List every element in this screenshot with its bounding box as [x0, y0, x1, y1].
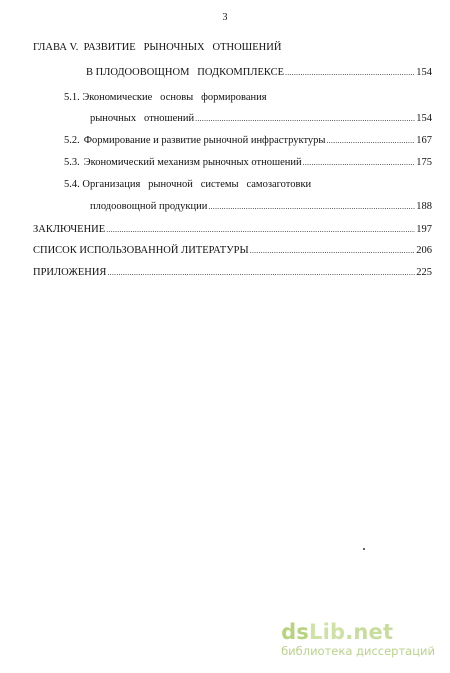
toc-section-number: 5.3. — [64, 157, 80, 168]
toc-section-number: 5.2. — [64, 135, 80, 146]
toc-page-number: 197 — [416, 224, 432, 235]
toc-section-number: 5.4. — [64, 179, 80, 190]
toc-page-number: 154 — [416, 67, 432, 78]
watermark-logo-net: .net — [345, 620, 394, 644]
watermark-logo-ds: ds — [281, 620, 310, 644]
dot-leader — [106, 223, 415, 236]
watermark — [281, 621, 435, 658]
dot-leader — [285, 66, 415, 79]
watermark-logo — [281, 621, 435, 643]
toc-section-number: 5.1. — [64, 92, 80, 103]
toc-entry-5-2[interactable] — [64, 134, 432, 147]
toc-page-number: 225 — [416, 267, 432, 278]
toc-entry-5-4[interactable] — [90, 200, 432, 213]
dot-leader — [326, 134, 415, 147]
stray-mark — [363, 548, 365, 550]
toc-section-title: Экономический механизм рыночных отношений — [83, 157, 302, 168]
toc-chapter5-title-line2: В ПЛОДООВОЩНОМ ПОДКОМПЛЕКСЕ — [86, 67, 285, 78]
watermark-subtitle: библиотека диссертаций — [281, 644, 435, 658]
toc-conclusion-title: ЗАКЛЮЧЕНИЕ — [33, 224, 106, 235]
toc-entry-appendices[interactable] — [33, 266, 432, 279]
dot-leader — [303, 156, 416, 169]
toc-references-title: СПИСОК ИСПОЛЬЗОВАННОЙ ЛИТЕРАТУРЫ — [33, 245, 249, 256]
dot-leader — [250, 244, 416, 257]
dot-leader — [107, 266, 415, 279]
toc-s5-4-title-line1 — [64, 178, 311, 191]
toc-section-title: Экономические основы формирования — [82, 92, 267, 103]
toc-entry-conclusion[interactable] — [33, 223, 432, 236]
toc-page-number: 175 — [416, 157, 432, 168]
toc-s5-1-title-line1 — [64, 91, 267, 104]
watermark-logo-lib: Lib — [309, 620, 346, 644]
toc-entry-references[interactable] — [33, 244, 432, 257]
toc-entry-5-3[interactable] — [64, 156, 432, 169]
dot-leader — [208, 200, 415, 213]
toc-entry-chapter5[interactable] — [86, 66, 432, 79]
toc-page-number: 154 — [416, 113, 432, 124]
toc-s5-4-title-line2: плодоовощной продукции — [90, 201, 208, 212]
toc-appendices-title: ПРИЛОЖЕНИЯ — [33, 267, 107, 278]
toc-chapter5-title-line1: ГЛАВА V. РАЗВИТИЕ РЫНОЧНЫХ ОТНОШЕНИЙ — [33, 42, 282, 53]
toc-section-title: Организация рыночной системы самозаготовки — [82, 179, 312, 190]
dot-leader — [195, 112, 415, 125]
toc-page-number: 188 — [416, 201, 432, 212]
toc-section-title: Формирование и развитие рыночной инфраструктуры — [83, 135, 326, 146]
toc-entry-5-1[interactable] — [90, 112, 432, 125]
toc-page-number: 167 — [416, 135, 432, 146]
page-number: 3 — [222, 12, 228, 23]
toc-page-number: 206 — [416, 245, 432, 256]
toc-s5-1-title-line2: рыночных отношений — [90, 113, 195, 124]
